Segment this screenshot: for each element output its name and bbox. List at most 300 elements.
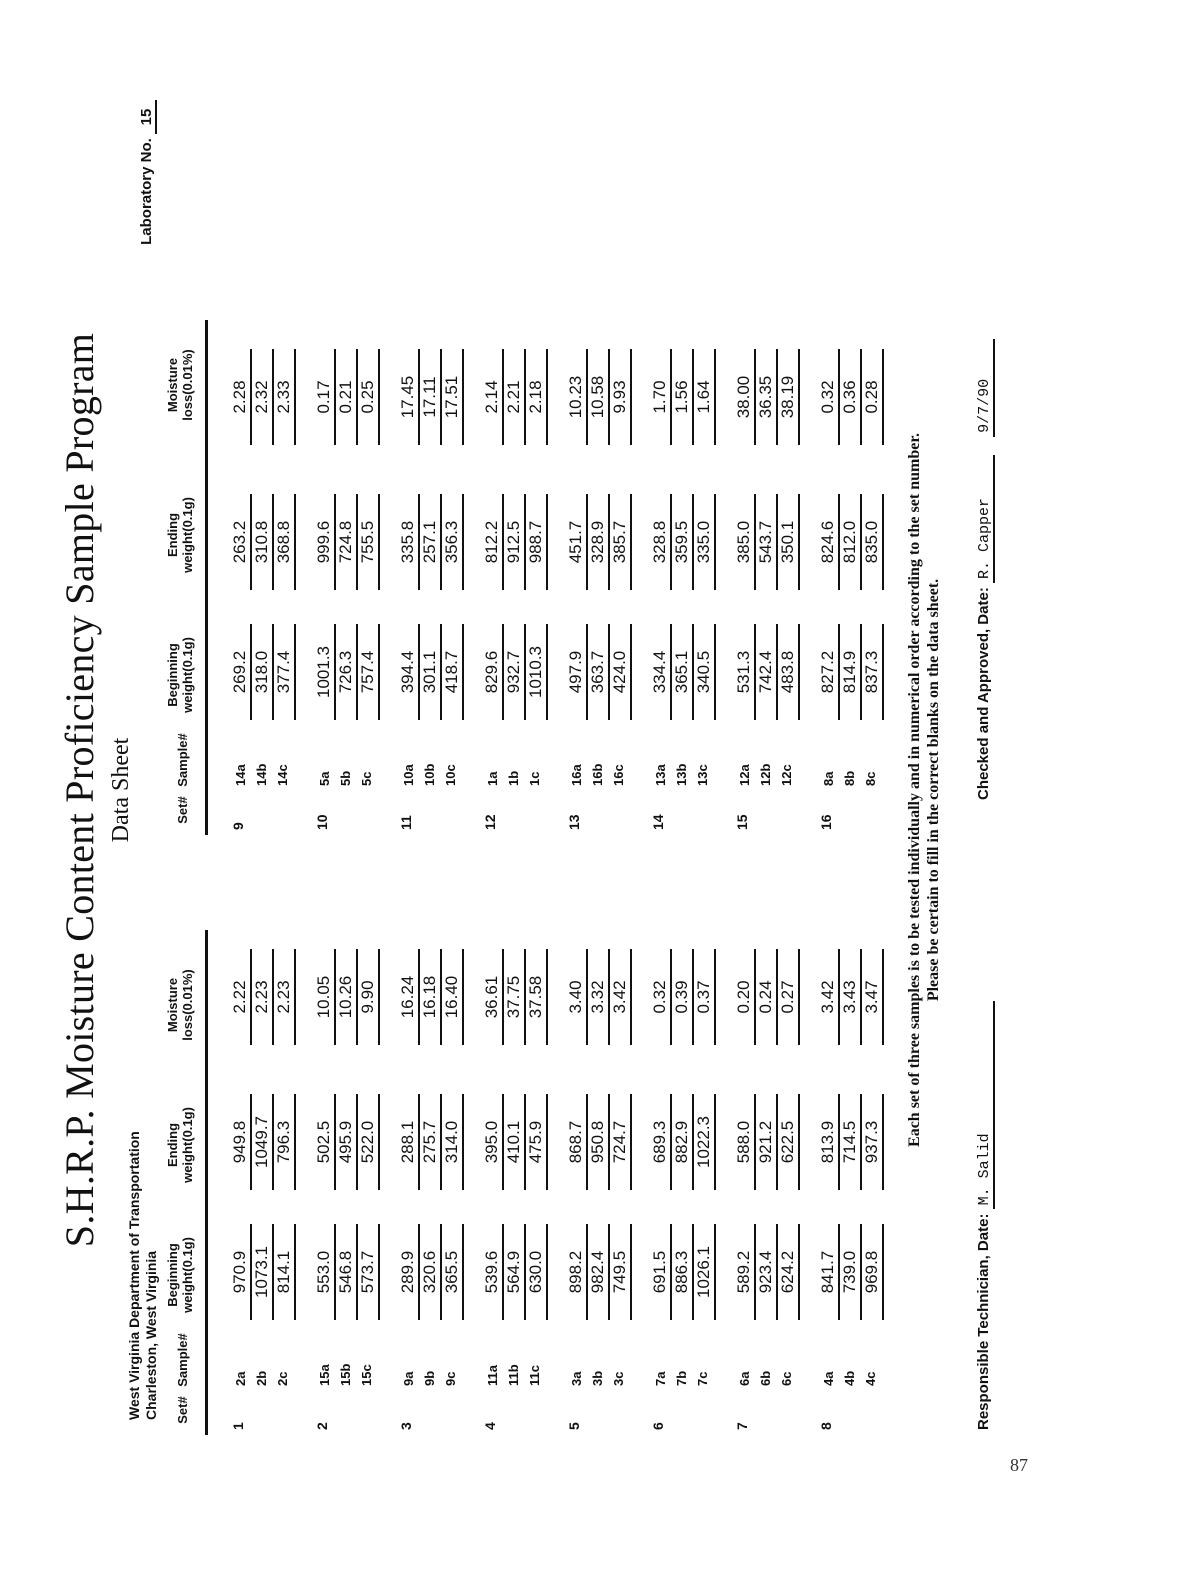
- beginning-weight-column: [734, 624, 800, 720]
- sample-id: 16c: [611, 764, 626, 786]
- beginning-weight-column: [398, 624, 464, 720]
- sample-id: 6c: [779, 1371, 794, 1386]
- ending-weight-value: 356.3: [442, 494, 464, 590]
- beginning-weight-column: [482, 1224, 548, 1320]
- moisture-loss-value: 2.32: [252, 349, 274, 445]
- sample-ids: [650, 746, 713, 786]
- sample-id: 12b: [758, 763, 773, 786]
- ending-weight-value: 385.0: [734, 494, 756, 590]
- sample-ids: [230, 1346, 293, 1386]
- beginning-weight-value: 923.4: [756, 1224, 778, 1320]
- beginning-weight-value: 837.3: [862, 624, 884, 720]
- col-begin-left-l1: Beginning: [165, 1243, 180, 1307]
- moisture-loss-value: 16.40: [442, 949, 464, 1045]
- ending-weight-value: 275.7: [420, 1094, 442, 1190]
- ending-weight-column: [566, 1094, 632, 1190]
- moisture-loss-value: 37.58: [526, 949, 548, 1045]
- beginning-weight-value: 742.4: [756, 624, 778, 720]
- beginning-weight-column: [650, 624, 716, 720]
- sample-id: 10b: [422, 763, 437, 786]
- moisture-loss-column: [734, 949, 800, 1045]
- moisture-loss-column: [818, 349, 884, 445]
- set-number: 10: [314, 814, 330, 830]
- beginning-weight-column: [314, 624, 380, 720]
- ending-weight-value: 882.9: [672, 1094, 694, 1190]
- ending-weight-column: [650, 494, 716, 590]
- beginning-weight-value: 365.5: [442, 1224, 464, 1320]
- beginning-weight-value: 982.4: [588, 1224, 610, 1320]
- sample-id: 1b: [506, 770, 521, 786]
- sample-id: 4a: [821, 1371, 836, 1386]
- moisture-loss-column: [230, 349, 296, 445]
- moisture-loss-value: 0.24: [756, 949, 778, 1045]
- col-begin-right-l2: weight(0.1g): [180, 637, 195, 713]
- agency-block: [126, 1131, 160, 1420]
- ending-weight-value: 288.1: [398, 1094, 420, 1190]
- beginning-weight-column: [482, 624, 548, 720]
- ending-weight-value: 359.5: [672, 494, 694, 590]
- beginning-weight-value: 573.7: [358, 1224, 380, 1320]
- beginning-weight-value: 749.5: [610, 1224, 632, 1320]
- beginning-weight-column: [566, 624, 632, 720]
- moisture-loss-value: 3.32: [588, 949, 610, 1045]
- sample-id: 13a: [653, 764, 668, 786]
- set-number: 7: [734, 1422, 750, 1430]
- col-end-right: [165, 480, 195, 590]
- sample-id: 6a: [737, 1371, 752, 1386]
- sample-id: 7c: [695, 1371, 710, 1386]
- moisture-loss-value: 0.27: [778, 949, 800, 1045]
- moisture-loss-value: 36.35: [756, 349, 778, 445]
- moisture-loss-value: 17.11: [420, 349, 442, 445]
- ending-weight-value: 796.3: [274, 1094, 296, 1190]
- ending-weight-value: 812.0: [840, 494, 862, 590]
- moisture-loss-value: 3.40: [566, 949, 588, 1045]
- beginning-weight-value: 624.2: [778, 1224, 800, 1320]
- sample-id: 5a: [317, 771, 332, 786]
- moisture-loss-column: [314, 349, 380, 445]
- ending-weight-value: 1022.3: [694, 1094, 716, 1190]
- ending-weight-value: 350.1: [778, 494, 800, 590]
- sample-id: 8a: [821, 771, 836, 786]
- beginning-weight-value: 970.9: [230, 1224, 252, 1320]
- ending-weight-value: 988.7: [526, 494, 548, 590]
- ending-weight-column: [566, 494, 632, 590]
- header-rule-right: [205, 320, 208, 835]
- moisture-loss-value: 1.56: [672, 349, 694, 445]
- moisture-loss-column: [566, 949, 632, 1045]
- beginning-weight-value: 539.6: [482, 1224, 504, 1320]
- set-number: 2: [314, 1422, 330, 1430]
- moisture-loss-value: 10.26: [336, 949, 358, 1045]
- ending-weight-value: 410.1: [504, 1094, 526, 1190]
- page-number: 87: [1010, 1455, 1028, 1475]
- col-end-left-l1: Ending: [165, 1122, 180, 1168]
- technician-label: Responsible Technician, Date:: [975, 1213, 992, 1430]
- beginning-weight-column: [230, 1224, 296, 1320]
- beginning-weight-value: 301.1: [420, 624, 442, 720]
- set-number: 8: [818, 1422, 834, 1430]
- ending-weight-value: 835.0: [862, 494, 884, 590]
- approval-signature: [975, 339, 995, 800]
- beginning-weight-value: 320.6: [420, 1224, 442, 1320]
- set-number: 9: [230, 822, 246, 830]
- beginning-weight-value: 841.7: [818, 1224, 840, 1320]
- col-end-left: [165, 1090, 195, 1200]
- sample-id: 15c: [359, 1364, 374, 1386]
- col-sample-right: Sample#: [175, 733, 190, 787]
- moisture-loss-value: 0.32: [818, 349, 840, 445]
- sample-id: 8c: [863, 771, 878, 786]
- moisture-loss-column: [398, 349, 464, 445]
- beginning-weight-value: 589.2: [734, 1224, 756, 1320]
- beginning-weight-value: 827.2: [818, 624, 840, 720]
- sample-id: 16b: [590, 763, 605, 786]
- sample-ids: [230, 746, 293, 786]
- technician-signature: [975, 1001, 995, 1430]
- checked-label: Checked and Approved, Date:: [975, 587, 992, 800]
- set-number: 13: [566, 814, 582, 830]
- ending-weight-value: 824.6: [818, 494, 840, 590]
- beginning-weight-value: 365.1: [672, 624, 694, 720]
- sample-ids: [566, 1346, 629, 1386]
- set-number: 16: [818, 814, 834, 830]
- checked-name: R. Capper: [976, 455, 995, 583]
- sample-id: 13b: [674, 763, 689, 786]
- moisture-loss-value: 3.42: [818, 949, 840, 1045]
- moisture-loss-value: 0.17: [314, 349, 336, 445]
- col-begin-left-l2: weight(0.1g): [180, 1237, 195, 1313]
- col-sample-left: Sample#: [175, 1333, 190, 1387]
- moisture-loss-value: 10.23: [566, 349, 588, 445]
- moisture-loss-column: [650, 949, 716, 1045]
- sample-id: 7a: [653, 1371, 668, 1386]
- moisture-loss-value: 0.20: [734, 949, 756, 1045]
- moisture-loss-value: 10.58: [588, 349, 610, 445]
- beginning-weight-value: 269.2: [230, 624, 252, 720]
- sample-id: 14c: [275, 764, 290, 786]
- beginning-weight-value: 531.3: [734, 624, 756, 720]
- moisture-loss-column: [482, 349, 548, 445]
- ending-weight-value: 714.5: [840, 1094, 862, 1190]
- moisture-loss-value: 16.24: [398, 949, 420, 1045]
- ending-weight-value: 310.8: [252, 494, 274, 590]
- sample-id: 10a: [401, 764, 416, 786]
- col-moist-left-l2: loss(0.01%): [180, 969, 195, 1041]
- ending-weight-value: 475.9: [526, 1094, 548, 1190]
- sample-id: 14b: [254, 763, 269, 786]
- sample-id: 8b: [842, 770, 857, 786]
- sample-id: 1a: [485, 771, 500, 786]
- beginning-weight-value: 969.8: [862, 1224, 884, 1320]
- col-end-right-l1: Ending: [165, 512, 180, 558]
- beginning-weight-value: 1010.3: [526, 624, 548, 720]
- set-number: 5: [566, 1422, 582, 1430]
- beginning-weight-value: 829.6: [482, 624, 504, 720]
- sample-id: 11a: [485, 1365, 500, 1386]
- beginning-weight-column: [818, 624, 884, 720]
- beginning-weight-value: 814.1: [274, 1224, 296, 1320]
- beginning-weight-value: 1073.1: [252, 1224, 274, 1320]
- col-set-right: Set#: [175, 796, 190, 824]
- set-number: 11: [398, 815, 414, 830]
- beginning-weight-value: 886.3: [672, 1224, 694, 1320]
- moisture-loss-column: [734, 349, 800, 445]
- ending-weight-value: 368.8: [274, 494, 296, 590]
- sample-id: 15a: [317, 1364, 332, 1386]
- beginning-weight-value: 394.4: [398, 624, 420, 720]
- sample-ids: [734, 1346, 797, 1386]
- col-moist-left: [165, 950, 195, 1060]
- beginning-weight-value: 757.4: [358, 624, 380, 720]
- ending-weight-value: 868.7: [566, 1094, 588, 1190]
- sample-id: 12a: [737, 764, 752, 786]
- lab-number-value: 15: [138, 100, 157, 134]
- beginning-weight-value: 318.0: [252, 624, 274, 720]
- beginning-weight-value: 553.0: [314, 1224, 336, 1320]
- ending-weight-value: 812.2: [482, 494, 504, 590]
- set-number: 12: [482, 814, 498, 830]
- ending-weight-value: 949.8: [230, 1094, 252, 1190]
- col-moist-right: [165, 330, 195, 440]
- col-end-right-l2: weight(0.1g): [180, 497, 195, 573]
- ending-weight-column: [482, 494, 548, 590]
- sample-ids: [482, 746, 545, 786]
- moisture-loss-value: 16.18: [420, 949, 442, 1045]
- moisture-loss-column: [482, 949, 548, 1045]
- ending-weight-value: 328.8: [650, 494, 672, 590]
- ending-weight-column: [818, 1094, 884, 1190]
- beginning-weight-column: [230, 624, 296, 720]
- sample-id: 3a: [569, 1371, 584, 1386]
- sample-ids: [818, 1346, 881, 1386]
- ending-weight-value: 724.7: [610, 1094, 632, 1190]
- moisture-loss-value: 2.21: [504, 349, 526, 445]
- ending-weight-value: 622.5: [778, 1094, 800, 1190]
- beginning-weight-value: 691.5: [650, 1224, 672, 1320]
- ending-weight-column: [398, 1094, 464, 1190]
- moisture-loss-value: 2.14: [482, 349, 504, 445]
- ending-weight-value: 689.3: [650, 1094, 672, 1190]
- beginning-weight-value: 377.4: [274, 624, 296, 720]
- beginning-weight-value: 334.4: [650, 624, 672, 720]
- sample-ids: [314, 1346, 377, 1386]
- instructions: [905, 80, 943, 1500]
- set-number: 14: [650, 814, 666, 830]
- moisture-loss-value: 0.39: [672, 949, 694, 1045]
- sample-id: 14a: [233, 764, 248, 786]
- instruction-line-1: Each set of three samples is to be tested individually and in numerical order according to the set number.: [906, 433, 923, 1147]
- beginning-weight-value: 418.7: [442, 624, 464, 720]
- ending-weight-value: 335.8: [398, 494, 420, 590]
- moisture-loss-column: [566, 349, 632, 445]
- beginning-weight-value: 739.0: [840, 1224, 862, 1320]
- sample-ids: [398, 1346, 461, 1386]
- sample-id: 10c: [443, 764, 458, 786]
- ending-weight-value: 937.3: [862, 1094, 884, 1190]
- sample-id: 5c: [359, 771, 374, 786]
- beginning-weight-value: 726.3: [336, 624, 358, 720]
- sample-id: 1c: [527, 771, 542, 786]
- moisture-loss-value: 10.05: [314, 949, 336, 1045]
- ending-weight-value: 755.5: [358, 494, 380, 590]
- agency-name: West Virginia Department of Transportation: [126, 1131, 142, 1420]
- beginning-weight-column: [650, 1224, 716, 1320]
- beginning-weight-value: 546.8: [336, 1224, 358, 1320]
- col-set-left: Set#: [175, 1396, 190, 1424]
- beginning-weight-column: [398, 1224, 464, 1320]
- beginning-weight-column: [818, 1224, 884, 1320]
- beginning-weight-column: [566, 1224, 632, 1320]
- beginning-weight-value: 1001.3: [314, 624, 336, 720]
- set-number: 6: [650, 1422, 666, 1430]
- set-number: 1: [230, 1422, 246, 1430]
- beginning-weight-column: [314, 1224, 380, 1320]
- beginning-weight-value: 1026.1: [694, 1224, 716, 1320]
- sample-id: 2c: [275, 1371, 290, 1386]
- ending-weight-value: 543.7: [756, 494, 778, 590]
- ending-weight-value: 257.1: [420, 494, 442, 590]
- beginning-weight-value: 424.0: [610, 624, 632, 720]
- moisture-loss-value: 3.47: [862, 949, 884, 1045]
- sample-id: 2a: [233, 1371, 248, 1386]
- ending-weight-column: [314, 494, 380, 590]
- sample-ids: [314, 746, 377, 786]
- moisture-loss-value: 38.00: [734, 349, 756, 445]
- moisture-loss-value: 0.25: [358, 349, 380, 445]
- sample-id: 4b: [842, 1370, 857, 1386]
- ending-weight-value: 502.5: [314, 1094, 336, 1190]
- moisture-loss-value: 1.70: [650, 349, 672, 445]
- sample-id: 2b: [254, 1370, 269, 1386]
- beginning-weight-value: 814.9: [840, 624, 862, 720]
- beginning-weight-value: 898.2: [566, 1224, 588, 1320]
- beginning-weight-value: 289.9: [398, 1224, 420, 1320]
- ending-weight-value: 912.5: [504, 494, 526, 590]
- set-number: 4: [482, 1422, 498, 1430]
- beginning-weight-value: 483.8: [778, 624, 800, 720]
- moisture-loss-value: 2.22: [230, 949, 252, 1045]
- beginning-weight-value: 564.9: [504, 1224, 526, 1320]
- sample-id: 9c: [443, 1371, 458, 1386]
- sample-id: 11b: [506, 1364, 521, 1386]
- sample-id: 3b: [590, 1370, 605, 1386]
- beginning-weight-value: 363.7: [588, 624, 610, 720]
- beginning-weight-value: 630.0: [526, 1224, 548, 1320]
- set-number: 3: [398, 1422, 414, 1430]
- col-begin-left: [165, 1220, 195, 1330]
- ending-weight-column: [230, 1094, 296, 1190]
- moisture-loss-value: 2.23: [274, 949, 296, 1045]
- ending-weight-value: 724.8: [336, 494, 358, 590]
- moisture-loss-column: [818, 949, 884, 1045]
- moisture-loss-value: 0.21: [336, 349, 358, 445]
- checked-date: 9/7/90: [976, 339, 995, 437]
- ending-weight-value: 588.0: [734, 1094, 756, 1190]
- page-subtitle: Data Sheet: [108, 737, 134, 843]
- ending-weight-value: 921.2: [756, 1094, 778, 1190]
- ending-weight-value: 328.9: [588, 494, 610, 590]
- ending-weight-value: 522.0: [358, 1094, 380, 1190]
- sample-ids: [482, 1346, 545, 1386]
- moisture-loss-value: 0.36: [840, 349, 862, 445]
- sample-id: 4c: [863, 1371, 878, 1386]
- beginning-weight-column: [734, 1224, 800, 1320]
- beginning-weight-value: 497.9: [566, 624, 588, 720]
- moisture-loss-column: [314, 949, 380, 1045]
- sample-ids: [566, 746, 629, 786]
- moisture-loss-column: [398, 949, 464, 1045]
- moisture-loss-value: 38.19: [778, 349, 800, 445]
- col-begin-right: [165, 620, 195, 730]
- sample-ids: [398, 746, 461, 786]
- ending-weight-value: 1049.7: [252, 1094, 274, 1190]
- technician-name: M. Salid: [976, 1001, 995, 1209]
- moisture-loss-value: 2.33: [274, 349, 296, 445]
- moisture-loss-value: 1.64: [694, 349, 716, 445]
- moisture-loss-value: 0.28: [862, 349, 884, 445]
- sample-id: 12c: [779, 764, 794, 786]
- sample-id: 13c: [695, 764, 710, 786]
- sample-ids: [734, 746, 797, 786]
- col-moist-right-l1: Moisture: [165, 357, 180, 413]
- header-rule-left: [205, 930, 208, 1435]
- moisture-loss-value: 2.28: [230, 349, 252, 445]
- data-sheet: [50, 80, 1070, 1500]
- lab-label: Laboratory No.: [138, 138, 155, 245]
- beginning-weight-value: 340.5: [694, 624, 716, 720]
- ending-weight-column: [314, 1094, 380, 1190]
- laboratory-number: [138, 100, 157, 245]
- moisture-loss-value: 2.23: [252, 949, 274, 1045]
- moisture-loss-value: 36.61: [482, 949, 504, 1045]
- ending-weight-column: [734, 494, 800, 590]
- beginning-weight-value: 932.7: [504, 624, 526, 720]
- ending-weight-value: 451.7: [566, 494, 588, 590]
- moisture-loss-value: 0.37: [694, 949, 716, 1045]
- ending-weight-column: [818, 494, 884, 590]
- ending-weight-value: 385.7: [610, 494, 632, 590]
- sample-id: 3c: [611, 1371, 626, 1386]
- ending-weight-value: 999.6: [314, 494, 336, 590]
- page-title: S.H.R.P. Moisture Content Proficiency Sample Program: [57, 332, 102, 1248]
- col-moist-right-l2: loss(0.01%): [180, 349, 195, 421]
- moisture-loss-value: 3.42: [610, 949, 632, 1045]
- ending-weight-column: [734, 1094, 800, 1190]
- sample-id: 16a: [569, 764, 584, 786]
- sample-id: 5b: [338, 770, 353, 786]
- moisture-loss-value: 17.51: [442, 349, 464, 445]
- moisture-loss-value: 9.93: [610, 349, 632, 445]
- col-begin-right-l1: Beginning: [165, 643, 180, 707]
- moisture-loss-column: [230, 949, 296, 1045]
- ending-weight-value: 395.0: [482, 1094, 504, 1190]
- ending-weight-value: 495.9: [336, 1094, 358, 1190]
- agency-location: Charleston, West Virginia: [143, 1250, 159, 1420]
- moisture-loss-value: 2.18: [526, 349, 548, 445]
- ending-weight-value: 314.0: [442, 1094, 464, 1190]
- sample-id: 9a: [401, 1371, 416, 1386]
- sample-id: 9b: [422, 1370, 437, 1386]
- col-end-left-l2: weight(0.1g): [180, 1107, 195, 1183]
- ending-weight-column: [650, 1094, 716, 1190]
- set-number: 15: [734, 814, 750, 830]
- moisture-loss-value: 3.43: [840, 949, 862, 1045]
- moisture-loss-value: 17.45: [398, 349, 420, 445]
- sample-id: 7b: [674, 1370, 689, 1386]
- ending-weight-value: 813.9: [818, 1094, 840, 1190]
- sample-id: 11c: [527, 1365, 542, 1386]
